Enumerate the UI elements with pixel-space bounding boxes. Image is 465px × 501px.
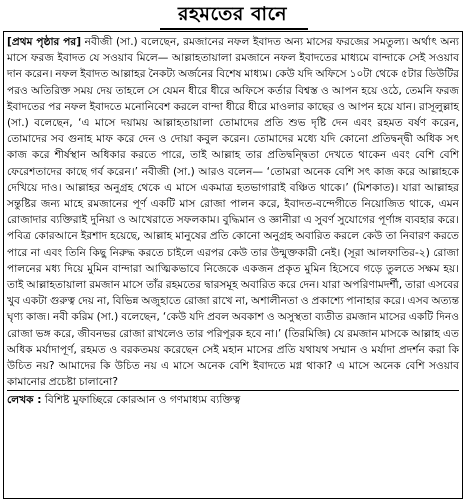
article-text: নবীজী (সা.) বলেছেন, রমজানের নফল ইবাদত অন্য মাসের ফরজের সমতুল্য। অর্থাৎ অন্য মাসে ফরজ ইবাদত যে সওয়াব মিলে— আল্লাহতায়ালা রমজানে নফল ইবাদতের মাধ্যমে বান্দাকে সেই সওয়াব দান করেন। নফল ইবাদত আল্লাহর নৈকট্য অর্জনের বিশেষ মাধ্যম। কেউ যদি অফিসে ১০টা থেকে ৫টার ডিউটির পরও অতিরিক্ত সময় দেয় তাহলে সে যেমন ধীরে ধীরে অফিসে কর্তার বিশ্বস্ত ও আপন হয়ে ওঠে, তেমনি ফরজ ইবাদতের পর নফল ইবাদতে মনোনিবেশ করলে বান্দা ধীরে ধীরে মাওলার কাছের ও আপন হয়ে যান। রাসূলুল্লাহ (সা.) বলেছেন, ‘এ মাসে দয়াময় আল্লাহতায়ালা তোমাদের প্রতি শুভ দৃষ্টি দেন এবং রহমত বর্ষণ করেন, তোমাদের সব গুনাহ মাফ করে দেন ও দোয়া কবুল করেন। তোমাদের মধ্যে যদি কোনো প্রতিদ্বন্দ্বী অধিক সৎ কাজ করে শীর্ষস্থান অধিকার করতে পারে, তাই আল্লাহ তার প্রতিদ্বন্দ্বিতা দেখতে থাকেন এবং বেশি বেশি ফেরেশতাদের কাছে গর্ব করেন।’ নবীজী (সা.) আরও বলেন— ‘তোমরা অনেক বেশি সৎ কাজ করে আল্লাহকে দেখিয়ে দাও। আল্লাহর অনুগ্রহ থেকে এ মাসে একমাত্র হতভাগারাই বঞ্চিত থাকে।’ (মিশকাত)। যারা আল্লাহর সন্তুষ্টির জন্য মাহে রমজানের পূর্ণ একটি মাস রোজা পালন করে, ইবাদত-বন্দেগীতে নিয়োজিত থাকে, এমন রোজাদার ব্যক্তিরাই দুনিয়া ও আখেরাতে সফলকাম। বুদ্ধিমান ও জ্ঞানীরা এ সুবর্ণ সুযোগের পূর্ণাঙ্গ ব্যবহার করে। পবিত্র কোরআনে ইরশাদ হয়েছে, আল্লাহ মানুষের প্রতি কোনো অনুগ্রহ অবারিত করলে কেউ তা নিবারণ করতে পারে না এবং তিনি কিছু নিরুদ্ধ করতে চাইলে এরপর কেউ তার উন্মুক্তকারী নেই। (সূরা আলফাতির-২) রোজা পালনের মধ্য দিয়ে মুমিন বান্দারা আত্মিকভাবে নিজেকে একজন প্রকৃত মুমিন হিসেবে গড়ে তুলতে সক্ষম হয়। তাই আল্লাহতায়ালা রমজান মাসে তাঁর রহমতের দ্বারসমূহ অবারিত করে দেন। যারা অপরিণামদর্শী, তারা এসবের খুব একটা গুরুত্ব দেয় না, বিভিন্ন অজুহাতে রোজা রাখে না, অশালীনতা ও প্রকাশ্যে পানাহার করে। এসব অত্যন্ত ঘৃণ্য কাজ। নবী করিম (সা.) বলেছেন, ‘কেউ যদি প্রবল অবকাশ ও অসুস্থতা ব্যতীত রমজান মাসের একটি দিনও রোজা ভঙ্গ করে, জীবনভর রোজা রাখলেও তার পরিপূরক হবে না।’ (তিরমিজি) যে রমজান মাসকে আল্লাহ এত অধিক মর্যাদাপূর্ণ, রহমত ও বরকতময় করেছেন সেই মহান মাসের প্রতি যথাযথ সম্মান ও মর্যাদা প্রদর্শন করা কি উচিত নয়? আমাদের কি উচিত নয় এ মাসে অনেক বেশি ইবাদতে মগ্ন থাকা? এ মাসে অনেক বেশি সওয়াব কামানোর প্রচেষ্টা চালানো? <box>7 36 459 389</box>
headline: রহমতের বানে <box>178 3 287 25</box>
byline <box>7 390 459 408</box>
byline-text: বিশিষ্ট মুফাচ্ছিরে কোরআন ও গণমাধ্যম ব্যক্তিত্ব <box>44 394 241 407</box>
article-box <box>3 31 463 499</box>
article-body <box>7 34 459 390</box>
headline-area <box>0 0 465 28</box>
continuation-marker: [প্রথম পৃষ্ঠার পর] <box>7 36 82 48</box>
byline-label: লেখক : <box>7 394 42 407</box>
headline-underline <box>160 28 308 30</box>
